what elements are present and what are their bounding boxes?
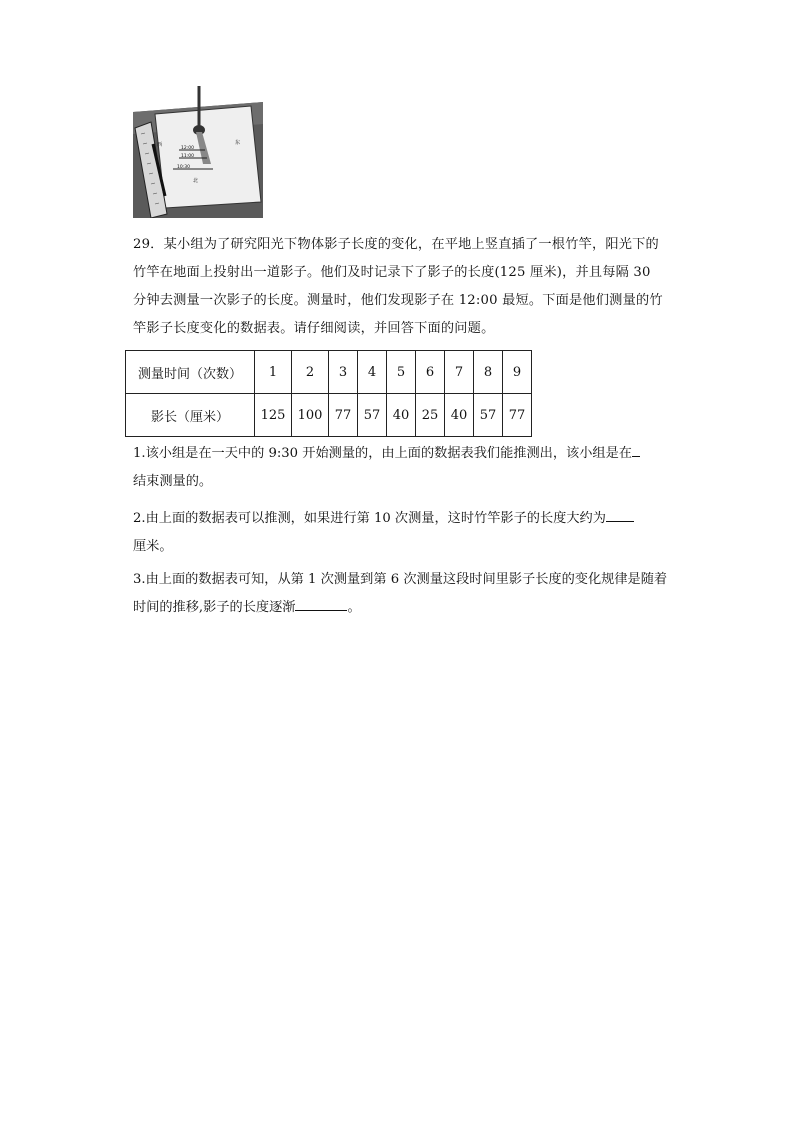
- mark-label-1030: 10:30: [177, 165, 190, 170]
- table-cell: 57: [474, 394, 503, 437]
- table-cell: 77: [503, 394, 532, 437]
- table-cell: 25: [416, 394, 445, 437]
- table-cell: 57: [358, 394, 387, 437]
- table-row: [126, 394, 532, 437]
- sub-question-3: [133, 566, 668, 622]
- row-header-time: 测量时间（次数）: [126, 351, 255, 394]
- table-cell: 8: [474, 351, 503, 394]
- question-stem: 29．某小组为了研究阳光下物体影子长度的变化，在平地上竖直插了一根竹竿，阳光下的竹竿在地面上投射出一道影子。他们及时记录下了影子的长度(125 厘米)，并且每隔 30 分钟去测量一次影子的长度。测量时，他们发现影子在 12:00 最短。下面是他们测量的竹竿影子长度变化的数据表。请仔细阅读，并回答下面的问题。: [133, 237, 663, 336]
- row-header-length: 影长（厘米）: [126, 394, 255, 437]
- answer-blank-3[interactable]: [295, 596, 347, 611]
- mark-label-1200: 12:00: [181, 146, 194, 151]
- compass-west: 西: [157, 142, 163, 148]
- experiment-photo: [133, 84, 263, 218]
- sub-question-2: [133, 505, 668, 561]
- compass-north: 北: [193, 178, 199, 184]
- sub-question-1-text: 1.该小组是在一天中的 9:30 开始测量的，由上面的数据表我们能推测出，该小组是在: [133, 446, 632, 461]
- sub-question-2-text: 2.由上面的数据表可以推测，如果进行第 10 次测量，这时竹竿影子的长度大约为: [133, 511, 606, 526]
- sub-question-1-tail: 结束测量的。: [133, 474, 213, 489]
- table-row: [126, 351, 532, 394]
- answer-blank-1[interactable]: [632, 442, 640, 457]
- answer-blank-2[interactable]: [606, 507, 634, 522]
- table-cell: 2: [292, 351, 329, 394]
- sub-question-3-tail: 。: [347, 600, 361, 615]
- table-cell: 40: [387, 394, 416, 437]
- compass-east: 东: [235, 140, 241, 146]
- sub-question-2-tail: 厘米。: [133, 539, 173, 554]
- sub-question-1: [133, 440, 668, 496]
- mark-label-1100: 11:00: [181, 154, 194, 159]
- table-cell: 77: [329, 394, 358, 437]
- table-cell: 5: [387, 351, 416, 394]
- sub-question-3-text: 3.由上面的数据表可知，从第 1 次测量到第 6 次测量这段时间里影子长度的变化规律是随着时间的推移,影子的长度逐渐: [133, 572, 668, 615]
- table-cell: 9: [503, 351, 532, 394]
- table-cell: 40: [445, 394, 474, 437]
- table-cell: 125: [255, 394, 292, 437]
- table-cell: 6: [416, 351, 445, 394]
- table-cell: 4: [358, 351, 387, 394]
- table-cell: 100: [292, 394, 329, 437]
- table-cell: 3: [329, 351, 358, 394]
- table-cell: 1: [255, 351, 292, 394]
- table-cell: 7: [445, 351, 474, 394]
- shadow-data-table: [125, 350, 532, 437]
